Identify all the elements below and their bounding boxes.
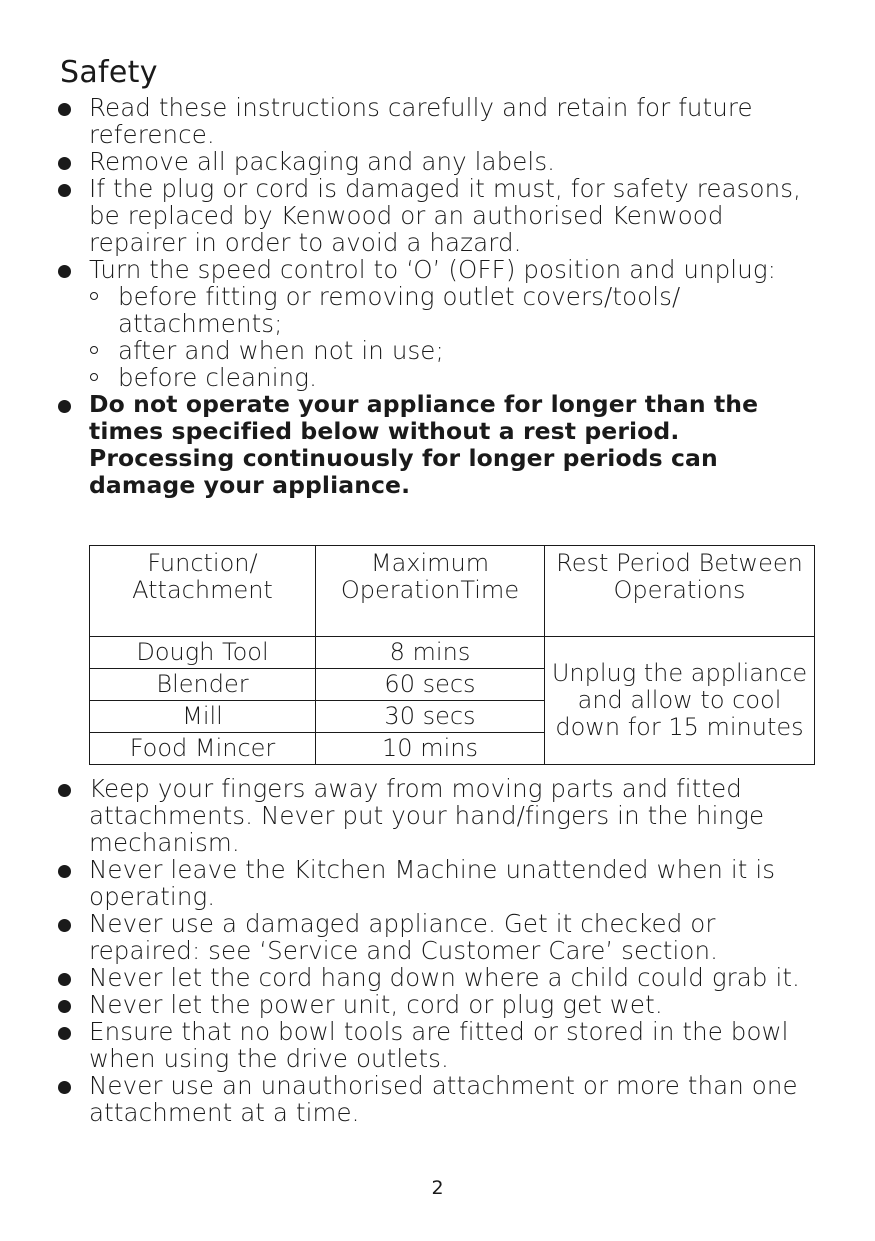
- cell-function: Blender: [90, 669, 316, 701]
- list-item: [58, 775, 818, 856]
- list-item: [58, 94, 818, 148]
- bullet-icon: [58, 1081, 71, 1094]
- hollow-bullet-icon: [90, 373, 98, 381]
- list-item: [58, 256, 818, 391]
- list-item: [58, 1018, 818, 1072]
- hollow-bullet-icon: [90, 292, 98, 300]
- list-item: [58, 964, 818, 991]
- bullet-icon: [58, 157, 71, 170]
- sub-list-item-text: before cleaning.: [118, 363, 317, 392]
- list-item: [58, 175, 818, 256]
- unplug-sublist: [89, 283, 818, 391]
- list-item: [58, 991, 818, 1018]
- table-header-row: [90, 546, 815, 637]
- list-item: [58, 148, 818, 175]
- list-item-text: Turn the speed control to ‘O’ (OFF) position and unplug:: [89, 255, 776, 284]
- bullet-icon: [58, 1000, 71, 1013]
- cell-time: 10 mins: [316, 733, 545, 765]
- safety-list-top: [58, 94, 818, 499]
- bullet-icon: [58, 265, 71, 278]
- list-item-text: Keep your fingers away from moving parts and fitted attachments. Never put your hand/fingers in the hinge mechanism.: [89, 774, 765, 857]
- warning-text: Do not operate your appliance for longer than the times specified below without a rest period. Processing continuously for longer periods can damage your appliance.: [89, 390, 759, 499]
- bullet-icon: [58, 400, 71, 413]
- bullet-icon: [58, 1027, 71, 1040]
- list-item-text: Read these instructions carefully and retain for future reference.: [89, 93, 753, 149]
- bullet-icon: [58, 865, 71, 878]
- list-item-warning: [58, 391, 818, 499]
- bullet-icon: [58, 919, 71, 932]
- list-item-text: Never use a damaged appliance. Get it checked or repaired: see ‘Service and Customer Care’ section.: [89, 909, 719, 965]
- list-item-text: Never leave the Kitchen Machine unattended when it is operating.: [89, 855, 776, 911]
- bullet-icon: [58, 784, 71, 797]
- list-item-text: Never let the cord hang down where a child could grab it.: [89, 963, 800, 992]
- cell-time: 8 mins: [316, 637, 545, 669]
- page-number: 2: [431, 1177, 444, 1199]
- sub-list-item: [89, 337, 818, 364]
- cell-time: 60 secs: [316, 669, 545, 701]
- sub-list-item: [89, 364, 818, 391]
- list-item-text: Remove all packaging and any labels.: [89, 147, 556, 176]
- bullet-icon: [58, 103, 71, 116]
- list-item: [58, 856, 818, 910]
- table-row: [90, 637, 815, 669]
- safety-list-bottom: [58, 775, 818, 1126]
- list-item-text: If the plug or cord is damaged it must, for safety reasons, be replaced by Kenwood or an authorised Kenwood repairer in order to avoid a hazard.: [89, 174, 801, 257]
- sub-list-item: [89, 283, 818, 337]
- header-max-time: Maximum OperationTime: [316, 546, 545, 637]
- header-function: Function/ Attachment: [90, 546, 316, 637]
- list-item-text: Never let the power unit, cord or plug get wet.: [89, 990, 663, 1019]
- hollow-bullet-icon: [90, 346, 98, 354]
- sub-list-item-text: before fitting or removing outlet covers/tools/ attachments;: [118, 282, 681, 338]
- list-item-text: Ensure that no bowl tools are fitted or stored in the bowl when using the drive outlets.: [89, 1017, 789, 1073]
- sub-list-item-text: after and when not in use;: [118, 336, 444, 365]
- list-item: [58, 1072, 818, 1126]
- cell-function: Dough Tool: [90, 637, 316, 669]
- page-title: Safety: [60, 55, 158, 90]
- list-item: [58, 910, 818, 964]
- bullet-icon: [58, 184, 71, 197]
- cell-rest-period: Unplug the appliance and allow to cool down for 15 minutes: [545, 637, 815, 765]
- cell-function: Mill: [90, 701, 316, 733]
- cell-function: Food Mincer: [90, 733, 316, 765]
- header-rest-period: Rest Period Between Operations: [545, 546, 815, 637]
- cell-time: 30 secs: [316, 701, 545, 733]
- bullet-icon: [58, 973, 71, 986]
- list-item-text: Never use an unauthorised attachment or more than one attachment at a time.: [89, 1071, 798, 1127]
- operation-times-table: [89, 545, 815, 765]
